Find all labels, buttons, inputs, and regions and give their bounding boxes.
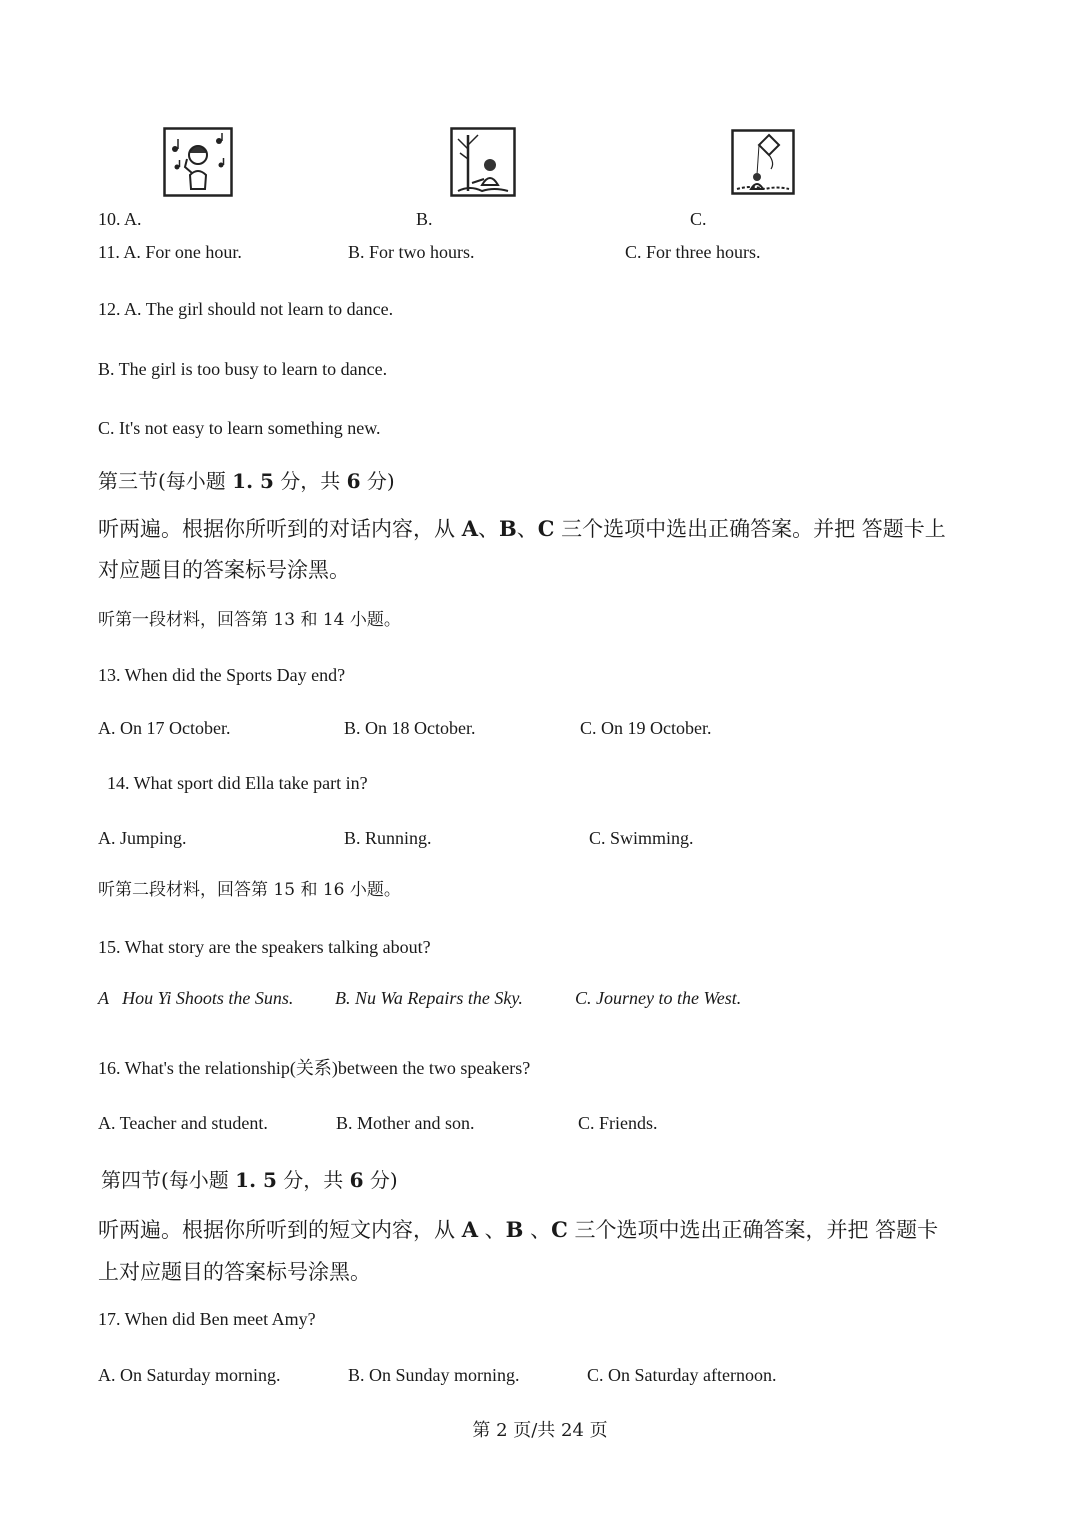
q10-option-a[interactable] [98,208,142,230]
q13-option-c[interactable]: C. On 19 October. [580,718,712,738]
s3-instr-a: 听两遍。根据你所听到的对话内容，从 [98,517,462,541]
section4-title-mid2: 分，共 [276,1168,350,1192]
page-footer: 第 2 页/共 24 页 [472,1420,608,1441]
section4-instruction-line2: 上对应题目的答案标号涂黑。 [98,1260,371,1284]
s3-instr-f: C [537,516,555,541]
q15-option-b[interactable]: B. Nu Wa Repairs the Sky. [335,988,523,1008]
section3-instruction-line1 [98,514,946,544]
s4-instr-c: 、 [477,1218,506,1242]
girl-listening-music-icon [163,127,233,197]
q11-option-c[interactable]: C. For three hours. [625,242,761,262]
q17-option-c[interactable]: C. On Saturday afternoon. [587,1365,777,1385]
section4-title [101,1167,398,1193]
q16-question: 16. What's the relationship(关系)between the two speakers? [98,1058,531,1078]
s4-instr-e: 、 [523,1218,552,1242]
q15-question: 15. What story are the speakers talking about? [98,937,431,957]
q17-option-b[interactable]: B. On Sunday morning. [348,1365,520,1385]
s3-instr-d: B [498,516,517,541]
section3-title [98,468,395,494]
s3-instr-c: 、 [477,517,499,541]
section3-material2: 听第二段材料，回答第 15 和 16 小题。 [98,880,401,900]
s3-instr-e: 、 [516,517,538,541]
section4-title-score: 1. 5 [235,1168,277,1192]
q13-option-a[interactable]: A. On 17 October. [98,718,231,738]
s4-instr-a: 听两遍。根据你所听到的短文内容，从 [98,1218,462,1242]
s4-instr-f: C [551,1217,568,1242]
section4-title-total: 6 [349,1168,364,1192]
section4-instruction-line1 [98,1215,938,1245]
q10-option-c[interactable]: C. [690,209,707,229]
q16-option-b[interactable]: B. Mother and son. [336,1113,475,1133]
q16-option-a[interactable]: A. Teacher and student. [98,1113,268,1133]
q12-option-a-text: A. The girl should not learn to dance. [124,299,394,319]
q16-option-c[interactable]: C. Friends. [578,1113,658,1133]
q12-number: 12. [98,299,121,319]
q11-option-b[interactable]: B. For two hours. [348,242,475,262]
s4-instr-d: B [505,1217,524,1242]
section3-instruction-line2: 对应题目的答案标号涂黑。 [98,558,350,582]
picture-option-b [450,127,516,197]
q13-question: 13. When did the Sports Day end? [98,665,346,685]
child-flying-kite-icon [731,129,795,195]
s4-instr-g: 三个选项中选出正确答案，并把 答题卡 [567,1218,939,1242]
q14-option-c[interactable]: C. Swimming. [589,828,694,848]
q17-option-a[interactable]: A. On Saturday morning. [98,1365,281,1385]
picture-option-c [731,129,795,195]
q17-question: 17. When did Ben meet Amy? [98,1309,316,1329]
q14-question: 14. What sport did Ella take part in? [107,773,368,793]
q15-option-a[interactable]: A Hou Yi Shoots the Suns. [98,988,294,1008]
section3-title-prefix: 第三节( [98,469,166,493]
q11-number: 11. [98,242,120,262]
section3-title-mid1: 每小题 [165,469,233,493]
section4-title-end: 分) [363,1168,398,1192]
section4-title-prefix: 第四节( [101,1168,169,1192]
q10-number: 10. [98,209,121,229]
section4-title-mid1: 每小题 [168,1168,236,1192]
section3-material1: 听第一段材料，回答第 13 和 14 小题。 [98,610,401,630]
section3-title-mid2: 分，共 [273,469,347,493]
q11-option-a[interactable] [98,241,242,263]
q13-option-b[interactable]: B. On 18 October. [344,718,476,738]
section3-title-total: 6 [346,469,361,493]
q12-option-a[interactable] [98,298,393,320]
section3-title-end: 分) [360,469,395,493]
q11-option-a-text: A. For one hour. [123,242,242,262]
q12-option-c[interactable]: C. It's not easy to learn something new. [98,418,381,438]
q14-option-a[interactable]: A. Jumping. [98,828,187,848]
q14-option-b[interactable]: B. Running. [344,828,432,848]
s3-instr-g: 三个选项中选出正确答案。并把 答题卡上 [554,517,946,541]
child-planting-tree-icon [450,127,516,197]
s4-instr-b: A [461,1217,478,1242]
picture-option-a [163,127,233,197]
q10-option-b[interactable]: B. [416,209,433,229]
q10-option-a-label: A. [124,209,142,229]
q15-option-c[interactable]: C. Journey to the West. [575,988,742,1008]
s3-instr-b: A [461,516,478,541]
section3-title-score: 1. 5 [232,469,274,493]
q12-option-b[interactable]: B. The girl is too busy to learn to dance. [98,359,388,379]
